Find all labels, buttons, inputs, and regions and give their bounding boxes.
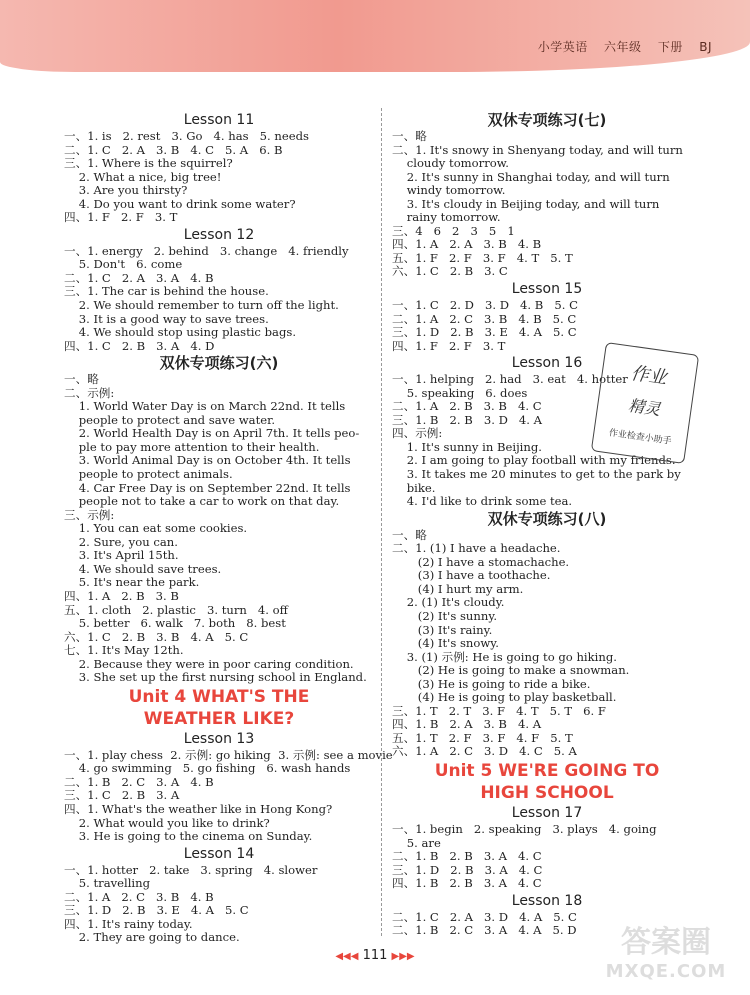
answer-line: 一、1. is 2. rest 3. Go 4. has 5. needs: [64, 129, 309, 143]
answer-line: 3. She set up the first nursing school in England.: [64, 670, 367, 685]
section-heading: 双休专项练习(八): [487, 509, 607, 528]
answer-line: 四、1. F 2. F 3. T: [392, 338, 506, 353]
answer-line: 2. (1) It's cloudy.: [392, 595, 505, 610]
answer-line: 3. (1) 示例: He is going to go hiking.: [392, 649, 617, 664]
answer-line: 三、示例:: [64, 507, 115, 522]
answer-line: 二、示例:: [64, 385, 115, 400]
answer-line: 一、略: [392, 129, 427, 143]
answer-line: 二、1. C 2. A 3. D 4. A 5. C: [392, 909, 577, 924]
answer-line: 一、1. begin 2. speaking 3. plays 4. going: [392, 821, 657, 836]
left-column: [64, 110, 393, 945]
lesson-heading: Lesson 18: [511, 892, 583, 909]
header-volume: 下册: [657, 40, 683, 54]
answer-line: 4. I'd like to drink some tea.: [392, 494, 573, 509]
answer-line: 二、1. C 2. A 3. A 4. B: [64, 270, 214, 285]
answer-line: (2) I have a stomachache.: [392, 554, 570, 569]
answer-line: 三、1. D 2. B 3. E 4. A 5. C: [64, 903, 249, 918]
answer-line: 一、1. helping 2. had 3. eat 4. hotter: [392, 372, 628, 387]
answer-line: 2. What would you like to drink?: [64, 815, 270, 830]
answer-line: 六、1. C 2. B 3. B 4. A 5. C: [64, 629, 249, 644]
header-grade: 六年级: [604, 40, 642, 54]
answer-line: 二、1. B 2. C 3. A 4. A 5. D: [392, 923, 577, 938]
answer-line: 四、1. A 2. B 3. B: [64, 588, 179, 603]
answer-line: 5. It's near the park.: [64, 575, 200, 590]
watermark-logo: [596, 917, 736, 987]
stamp-line3: 作业检查小助手: [608, 428, 673, 447]
right-column: [392, 110, 702, 938]
answer-line: 二、1. C 2. A 3. B 4. C 5. A 6. B: [64, 142, 283, 157]
page-number: 111: [362, 948, 388, 963]
answer-line: 一、1. hotter 2. take 3. spring 4. slower: [64, 862, 318, 877]
answer-line: ple to pay more attention to their health.: [64, 439, 320, 454]
answer-line: 一、略: [64, 372, 99, 387]
answer-line: (4) It's snowy.: [392, 636, 499, 651]
lesson-heading: Lesson 16: [511, 355, 583, 372]
answer-line: 一、略: [392, 527, 427, 542]
answer-line: 二、1. A 2. C 3. B 4. B 5. C: [392, 311, 577, 326]
answer-line: 二、1. A 2. B 3. B 4. C: [392, 399, 542, 414]
answer-line: 4. We should save trees.: [64, 561, 222, 576]
answer-line: 5. Don't 6. come: [64, 257, 183, 272]
answer-line: 二、1. It's snowy in Shenyang today, and will turn: [392, 142, 683, 157]
column-divider: [381, 108, 382, 936]
answer-line: 3. He is going to the cinema on Sunday.: [64, 829, 313, 844]
answer-line: 四、1. F 2. F 3. T: [64, 210, 178, 225]
answer-line: 四、1. B 2. B 3. A 4. C: [392, 876, 542, 891]
answer-line: 二、1. (1) I have a headache.: [392, 541, 561, 556]
section-heading: 双休专项练习(七): [487, 111, 607, 129]
answer-line: 二、1. A 2. C 3. B 4. B: [64, 889, 214, 904]
answer-line: rainy tomorrow.: [392, 210, 501, 225]
unit-title: HIGH SCHOOL: [480, 782, 614, 803]
header-edition: BJ: [699, 40, 712, 54]
lesson-heading: Lesson 15: [511, 281, 583, 298]
answer-line: 四、1. It's rainy today.: [64, 916, 193, 931]
answer-line: 2. What a nice, big tree!: [64, 169, 222, 184]
answer-line: 3. It takes me 20 minutes to get to the park by: [392, 467, 681, 482]
header-band: [0, 0, 750, 72]
answer-line: 3. It's April 15th.: [64, 548, 179, 563]
section-heading: 双休专项练习(六): [159, 354, 279, 373]
answer-line: 3. It is a good way to save trees.: [64, 311, 269, 326]
watermark-line2: MXQE.COM: [605, 961, 727, 982]
answer-line: (3) He is going to ride a bike.: [392, 676, 591, 691]
answer-line: 2. We should remember to turn off the light.: [64, 298, 339, 313]
unit-title: Unit 5 WE'RE GOING TO: [434, 760, 660, 781]
answer-line: bike.: [392, 480, 436, 495]
lesson-heading: Lesson 14: [183, 845, 255, 862]
answer-line: people not to take a car to work on that day.: [64, 494, 340, 509]
next-arrows: ▶▶▶: [391, 951, 415, 962]
answer-line: (3) It's rainy.: [392, 622, 493, 637]
answer-line: 1. World Water Day is on March 22nd. It tells: [64, 399, 346, 414]
answer-line: 四、1. C 2. B 3. A 4. D: [64, 338, 215, 353]
answer-line: 5. are: [392, 835, 441, 850]
answer-line: 五、1. F 2. F 3. F 4. T 5. T: [392, 250, 573, 265]
answer-line: 三、1. C 2. B 3. A: [64, 788, 180, 803]
answer-line: 2. World Health Day is on April 7th. It tells peo-: [64, 426, 360, 441]
answer-line: (2) He is going to make a snowman.: [392, 663, 630, 678]
answer-line: 三、4 6 2 3 5 1: [392, 223, 515, 238]
answer-line: 2. Sure, you can.: [64, 534, 178, 549]
answer-line: 3. World Animal Day is on October 4th. It tells: [64, 453, 351, 468]
answer-line: 一、1. C 2. D 3. D 4. B 5. C: [392, 298, 578, 313]
header-subject: 小学英语: [537, 40, 588, 54]
lesson-heading: Lesson 13: [183, 730, 255, 747]
answer-line: 三、1. The car is behind the house.: [64, 284, 269, 299]
answer-line: 四、1. What's the weather like in Hong Kong?: [64, 801, 333, 816]
answer-line: 六、1. C 2. B 3. C: [392, 264, 508, 279]
answer-line: 5. speaking 6. does: [392, 385, 528, 400]
answer-line: 一、1. energy 2. behind 3. change 4. friendly: [64, 243, 349, 258]
answer-line: 4. go swimming 5. go fishing 6. wash hands: [64, 761, 351, 776]
answer-line: 六、1. A 2. C 3. D 4. C 5. A: [392, 744, 577, 759]
answer-line: people to protect and save water.: [64, 412, 276, 427]
lesson-heading: Lesson 11: [183, 112, 255, 128]
answer-line: 5. travelling: [64, 876, 151, 891]
answer-line: 二、1. B 2. B 3. A 4. C: [392, 849, 542, 864]
unit-title: WEATHER LIKE?: [143, 708, 295, 729]
answer-line: 4. Do you want to drink some water?: [64, 196, 296, 211]
answer-line: 5. better 6. walk 7. both 8. best: [64, 616, 286, 631]
answer-line: 2. I am going to play football with my friends.: [392, 453, 676, 468]
answer-line: (4) He is going to play basketball.: [392, 690, 617, 705]
answer-line: cloudy tomorrow.: [392, 156, 509, 171]
stamp-line1: 作业: [629, 362, 669, 389]
prev-arrows: ◀◀◀: [335, 951, 359, 962]
answer-line: 四、1. A 2. A 3. B 4. B: [392, 237, 542, 252]
answer-line: 4. We should stop using plastic bags.: [64, 325, 297, 340]
answer-line: 三、1. B 2. B 3. D 4. A: [392, 412, 543, 427]
answer-line: windy tomorrow.: [392, 183, 506, 198]
answer-line: 七、1. It's May 12th.: [64, 643, 184, 658]
homework-stamp: [591, 342, 699, 464]
answer-line: (2) It's sunny.: [392, 608, 498, 623]
stamp-line2: 精灵: [627, 395, 662, 420]
answer-line: 2. Because they were in poor caring condition.: [64, 656, 354, 671]
answer-line: 1. It's sunny in Beijing.: [392, 439, 542, 454]
unit-title: Unit 4 WHAT'S THE: [128, 686, 310, 707]
answer-line: 四、示例:: [392, 426, 443, 441]
watermark-line1: 答案圈: [621, 925, 711, 960]
answer-line: 2. It's sunny in Shanghai today, and will turn: [392, 169, 670, 184]
answer-line: (4) I hurt my arm.: [392, 581, 524, 596]
answer-line: 二、1. B 2. C 3. A 4. B: [64, 774, 214, 789]
lesson-heading: Lesson 17: [511, 804, 583, 821]
lesson-heading: Lesson 12: [183, 226, 255, 243]
answer-line: 3. Are you thirsty?: [64, 183, 188, 198]
header-info: [526, 38, 712, 55]
answer-line: 五、1. cloth 2. plastic 3. turn 4. off: [64, 602, 288, 617]
answer-line: 三、1. Where is the squirrel?: [64, 156, 233, 171]
answer-line: 三、1. T 2. T 3. F 4. T 5. T 6. F: [392, 703, 606, 718]
answer-line: 4. Car Free Day is on September 22nd. It tells: [64, 480, 351, 495]
answer-line: 一、1. play chess 2. 示例: go hiking 3. 示例: see a movie: [64, 747, 393, 762]
answer-line: 五、1. T 2. F 3. F 4. F 5. T: [392, 730, 573, 745]
answer-line: 1. You can eat some cookies.: [64, 521, 248, 536]
answer-line: 三、1. D 2. B 3. A 4. C: [392, 862, 543, 877]
answer-line: 四、1. B 2. A 3. B 4. A: [392, 717, 542, 732]
answer-line: (3) I have a toothache.: [392, 568, 551, 583]
answer-line: 2. They are going to dance.: [64, 930, 240, 945]
answer-line: people to protect animals.: [64, 467, 233, 482]
answer-line: 3. It's cloudy in Beijing today, and will turn: [392, 196, 660, 211]
answer-line: 三、1. D 2. B 3. E 4. A 5. C: [392, 325, 577, 340]
